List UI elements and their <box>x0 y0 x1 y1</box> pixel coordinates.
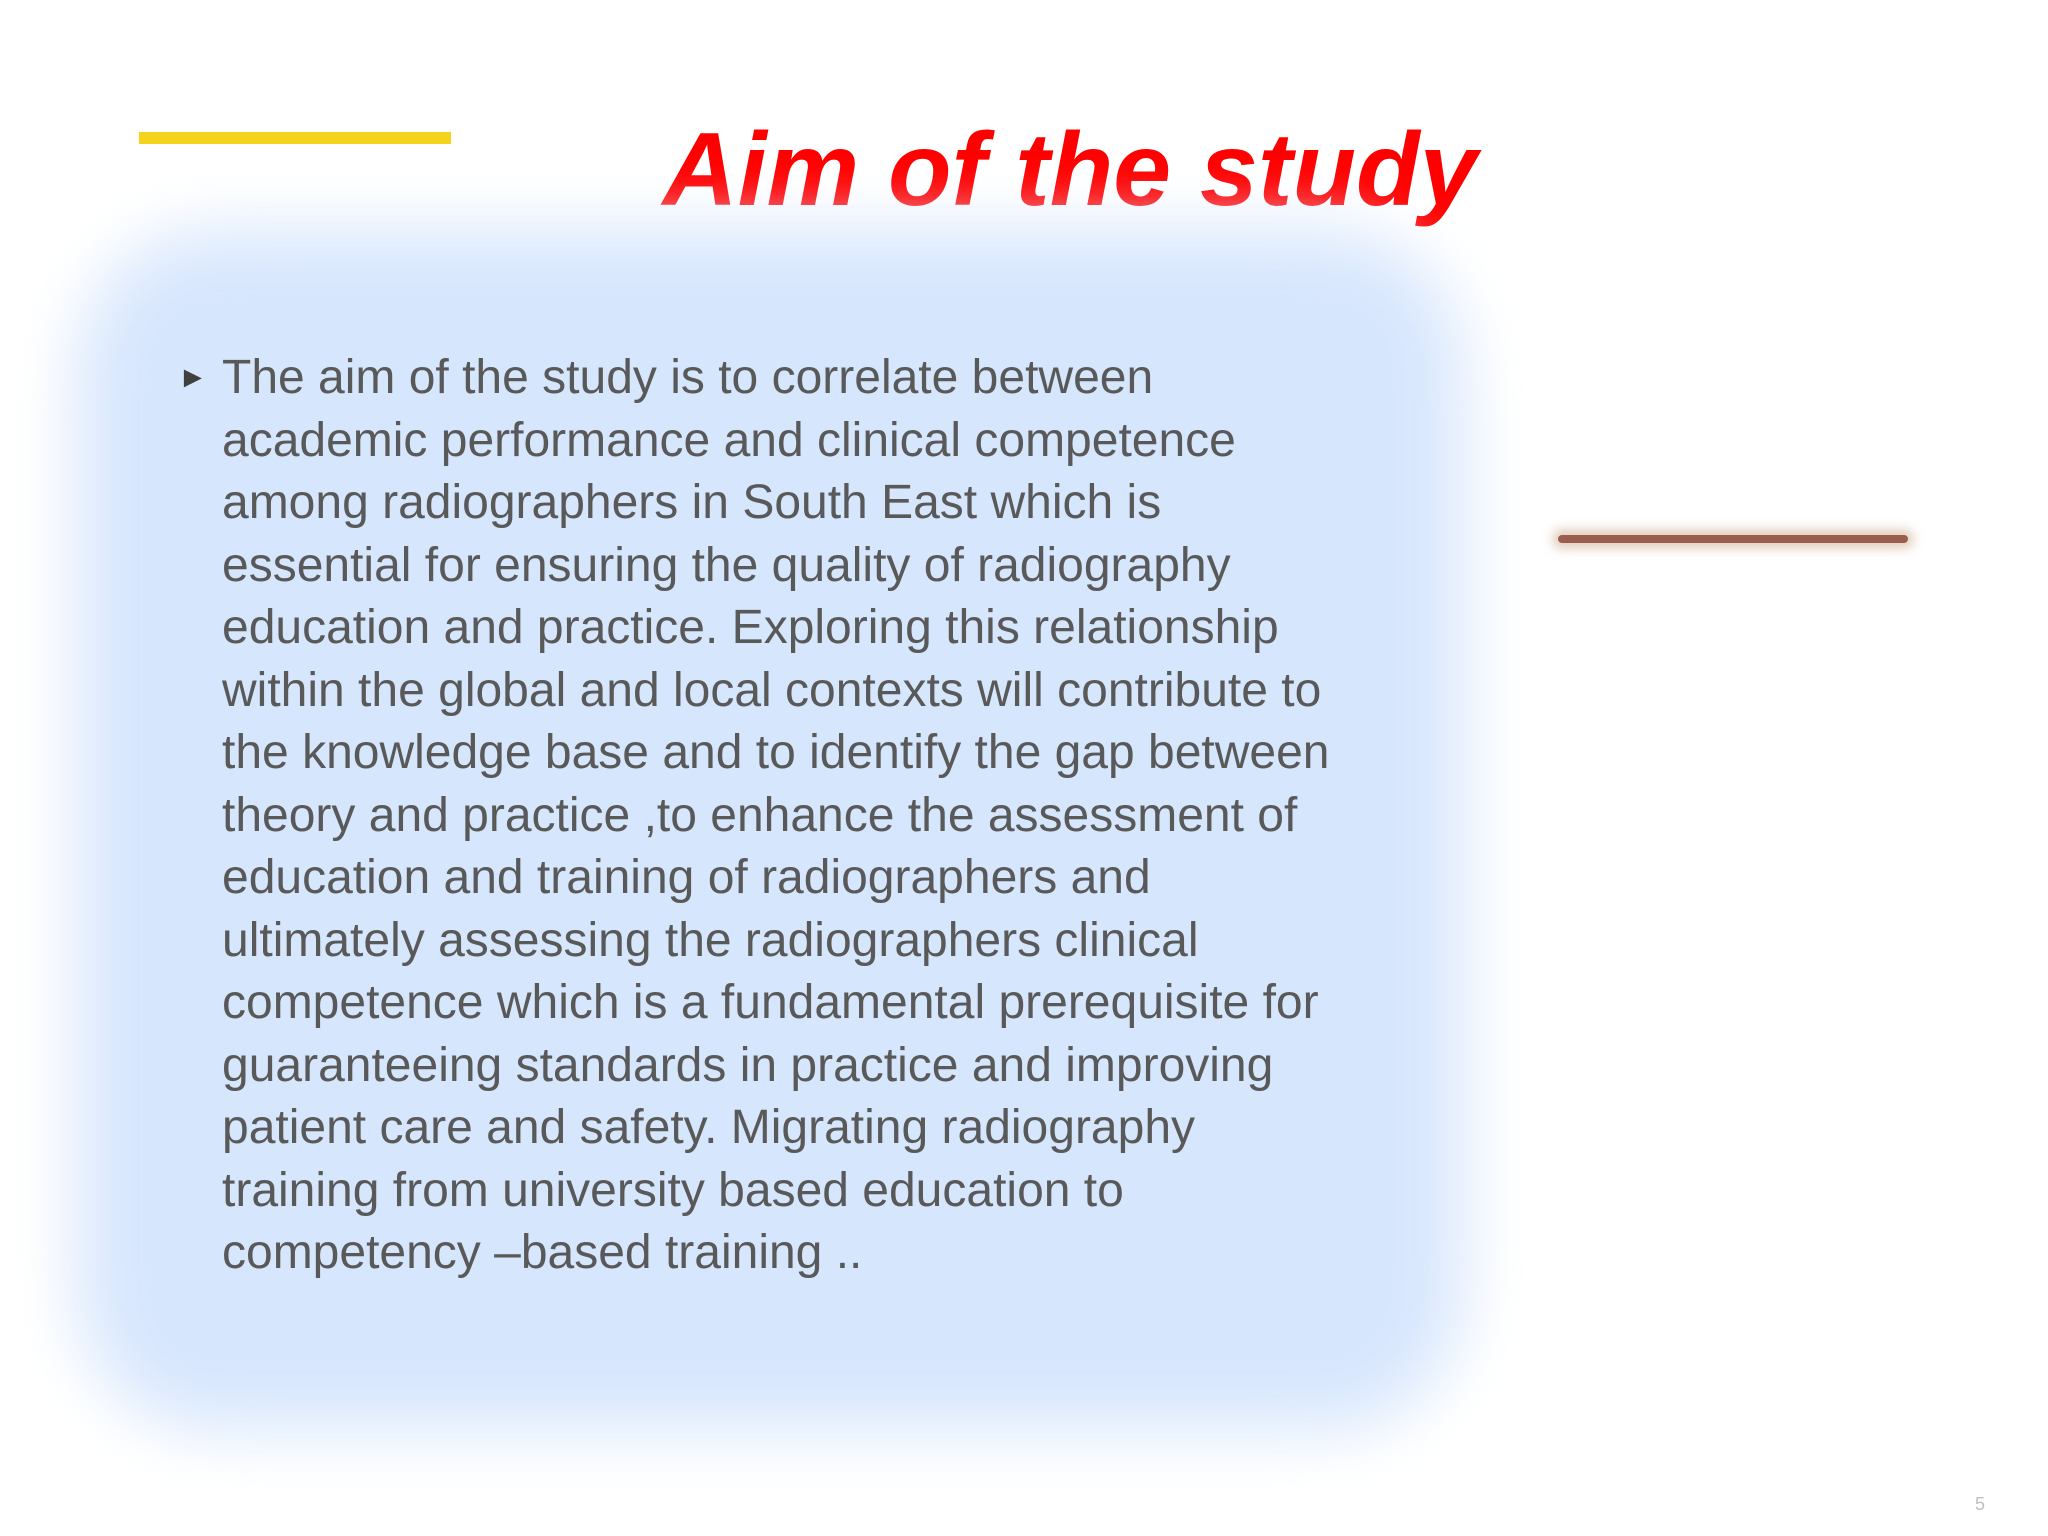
yellow-accent-line <box>139 132 451 144</box>
bullet-arrow-icon: ► <box>178 361 208 394</box>
slide-title: Aim of the study <box>662 112 1478 228</box>
bullet-list <box>178 347 1468 1285</box>
slide-number: 5 <box>1974 1494 1985 1514</box>
bullet-text: The aim of the study is to correlate between academic performance and clinical competence among radiographers in South East which is essential for ensuring the quality of radiography education and practice. Exploring this relationship within the global and local contexts will contribute to the knowledge base and to identify the gap between theory and practice ,to enhance the assessment of education and training of radiographers and ultimately assessing the radiographers clinical competence which is a fundamental prerequisite for guaranteeing standards in practice and improving patient care and safety. Migrating radiography training from university based education to competency –based training .. <box>222 351 1330 1279</box>
brown-decorative-bar <box>1558 535 1908 543</box>
bullet-item <box>178 347 1468 1285</box>
